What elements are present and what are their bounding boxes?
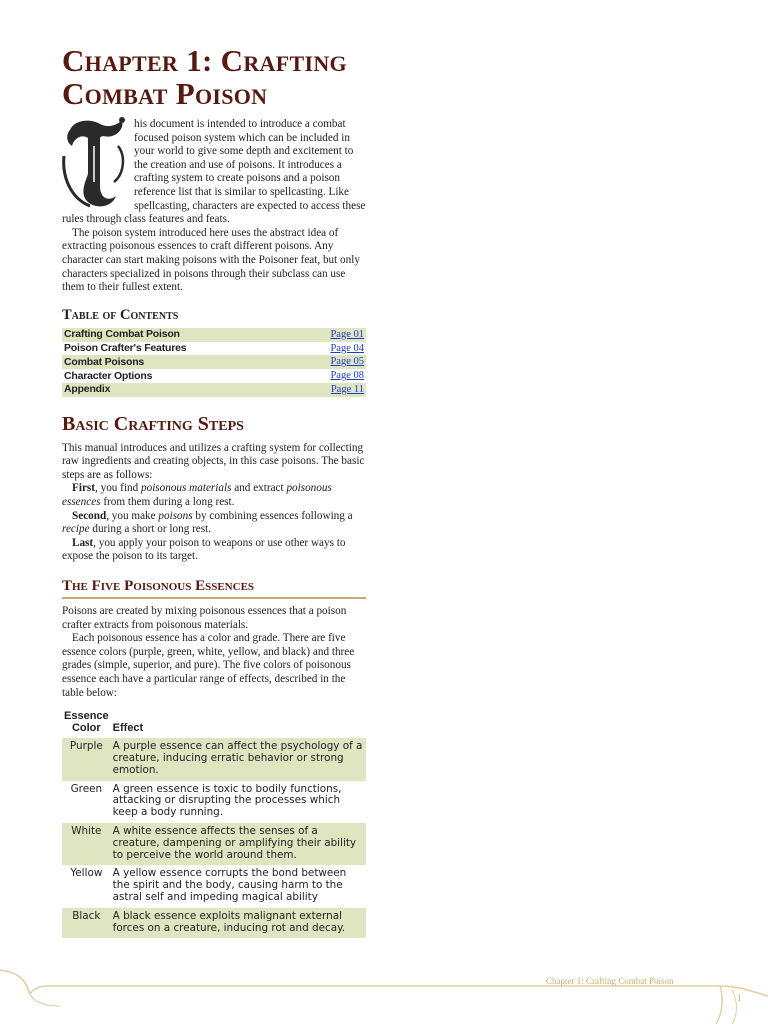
basic-last-step <box>62 537 366 564</box>
essence-row <box>62 738 366 780</box>
effect-header: Effect <box>112 722 144 735</box>
essences-paragraph-1: Poisons are created by mixing poisonous essences that a poison crafter extracts from poisonous materials. <box>62 605 347 631</box>
essence-effect: A green essence is toxic to bodily functions, attacking or disrupting the processes which keep a body running. <box>112 782 342 819</box>
essence-effect: A yellow essence corrupts the bond between the spirit and the body, causing harm to the astral self and impeding magical ability <box>112 867 347 903</box>
second-text-b: poisons <box>158 509 193 522</box>
first-text-c: and extract <box>231 482 287 495</box>
essence-row <box>62 781 366 823</box>
toc-page-link[interactable]: Page 04 <box>330 342 364 354</box>
basic-paragraph-1: This manual introduces and utilizes a crafting system for collecting raw ingredients and creating objects, in this case poisons. The basic steps are as follows: <box>62 441 365 481</box>
first-text-a: , you find <box>95 482 141 495</box>
basic-second-step <box>62 510 366 537</box>
essence-effect: A purple essence can affect the psychology of a creature, inducing erratic behavior or strong emotion. <box>111 738 366 780</box>
toc-row[interactable] <box>62 369 366 383</box>
toc-label: Crafting Combat Poison <box>62 328 314 342</box>
toc-row[interactable] <box>62 328 366 342</box>
first-text-e: from them during a long rest. <box>100 496 235 509</box>
essence-color: Yellow <box>70 867 103 880</box>
toc-label: Character Options <box>64 369 153 382</box>
toc-page-link[interactable]: Page 08 <box>330 370 364 382</box>
toc-page-link[interactable]: Page 05 <box>330 356 364 368</box>
footer-ornament-icon <box>0 950 768 1024</box>
main-column <box>62 44 366 938</box>
first-label: First <box>72 482 95 495</box>
essence-table <box>62 710 366 938</box>
essence-row <box>62 823 366 865</box>
essence-color: Green <box>70 782 103 795</box>
toc-row[interactable] <box>62 355 366 369</box>
second-label: Second <box>72 509 107 522</box>
toc-label: Poison Crafter's Features <box>64 342 187 355</box>
essence-header-line1: Essence <box>64 710 109 723</box>
second-text-c: by combining essences following a <box>192 509 353 522</box>
essence-header-line2: Color <box>71 722 101 735</box>
first-text-b: poisonous materials <box>141 482 232 495</box>
essences-paragraph-2: Each poisonous essence has a color and grade. There are five essence colors (purple, green, white, yellow, and black) and three grades (simple, superior, and pure). The five colors of poisonous essence each have a particular range of effects, described in the table below: <box>62 632 355 699</box>
footer-chapter-label: Chapter 1: Crafting Combat Poison <box>546 976 674 986</box>
chapter-title-line1: Chapter 1: Crafting <box>62 43 347 78</box>
essence-effect: A white essence affects the senses of a creature, dampening or amplifying their ability to perceive the world around them. <box>111 823 366 865</box>
second-text-d: recipe <box>62 523 90 536</box>
last-label: Last <box>72 536 94 549</box>
dropcap-t-icon <box>60 116 130 212</box>
essence-color: Purple <box>62 738 111 780</box>
essence-color-header <box>62 710 111 738</box>
essence-color: White <box>62 823 111 865</box>
essence-row <box>62 908 366 939</box>
essences-heading: The Five Poisonous Essences <box>62 578 366 599</box>
intro <box>62 118 366 295</box>
toc-label: Appendix <box>62 383 314 397</box>
toc-page-link[interactable]: Page 11 <box>330 383 364 395</box>
toc-label: Combat Poisons <box>62 355 314 369</box>
second-text-a: , you make <box>106 509 159 522</box>
intro-paragraph-1: his document is intended to introduce a combat focused poison system which can be included in your world to give some depth and excitement to the creation and use of poisons. It introduces a crafting system to create poisons and a poison reference list that is similar to spellcasting. Like spellcasting, characters are expected to access these rules through class features and feats. <box>62 118 366 226</box>
toc-table <box>62 328 366 397</box>
basic-first-step <box>62 482 366 509</box>
toc-row[interactable] <box>62 383 366 397</box>
page-number: 1 <box>737 993 742 1003</box>
essence-effect: A black essence exploits malignant external forces on a creature, inducing rot and decay. <box>111 908 366 939</box>
essence-table-header <box>62 710 366 738</box>
toc-heading: Table of Contents <box>62 306 179 323</box>
toc-row[interactable] <box>62 342 366 356</box>
chapter-title <box>62 44 366 110</box>
essence-color: Black <box>62 908 111 939</box>
essence-row <box>62 865 366 907</box>
second-text-e: during a short or long rest. <box>89 523 212 536</box>
chapter-title-line2: Combat Poison <box>62 76 268 111</box>
first-text-d: poisonous essences <box>62 482 332 509</box>
basic-steps-heading: Basic Crafting Steps <box>62 412 244 435</box>
toc-page-link[interactable]: Page 01 <box>330 328 364 340</box>
intro-paragraph-2: The poison system introduced here uses the abstract idea of extracting poisonous essences to craft different poisons. Any character can start making poisons with the Poisoner feat, but only characters specialized in poisons through their subclass can use them to their fullest extent. <box>62 226 360 294</box>
last-text-a: , you apply your poison to weapons or use other ways to expose the poison to its target. <box>62 536 346 563</box>
